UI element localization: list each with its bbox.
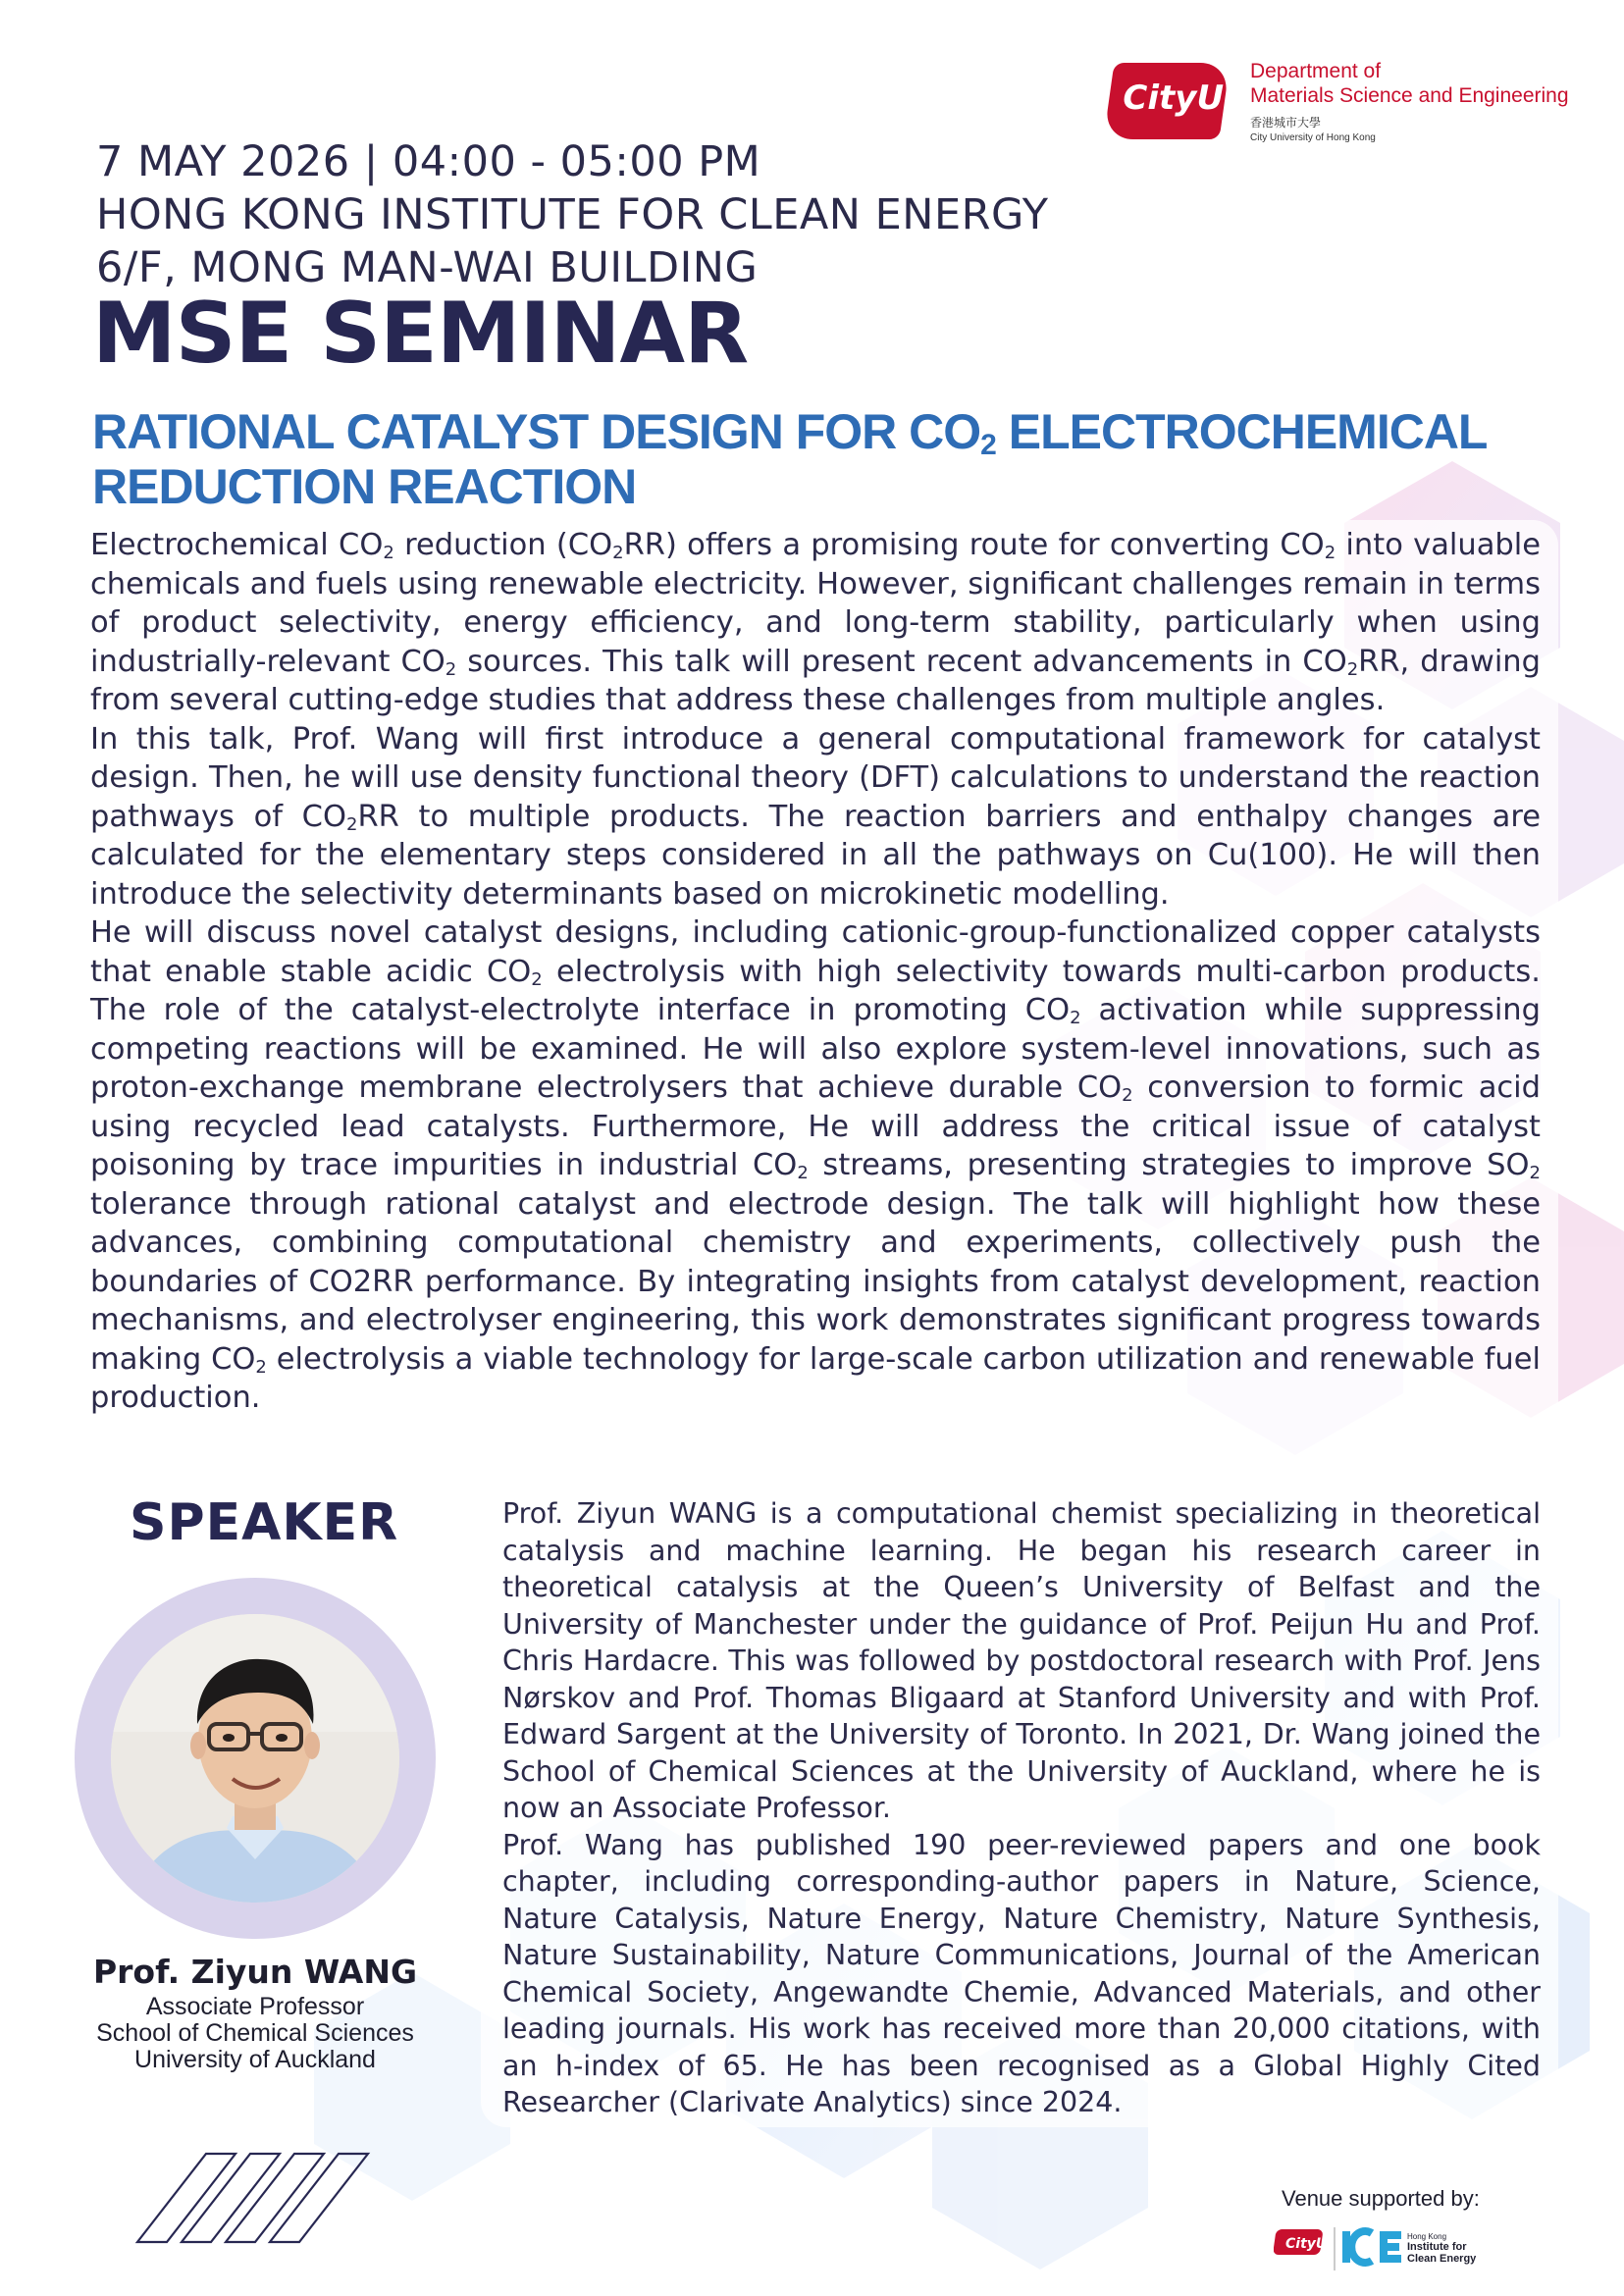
hkice-line-2: Institute for (1407, 2241, 1467, 2253)
abstract-paragraph-1: Electrochemical $CO_2$ reduction $(CO_2RR)$ offers a promising route for converting $CO_2$ into valuable chemicals and fuels using renewable electricity. However, significant challenges remain in terms of product selectivity, energy efficiency, and long-term stability, particularly when using industrially-relevant $CO_2$ sources. This talk will present recent advancements in $CO_2RR$, drawing from several cutting-edge studies that address these challenges from multiple angles. (90, 528, 1541, 717)
abstract-paragraph-3: He will discuss novel catalyst designs, including cationic-group-functionalized copper catalysts that enable stable acidic $CO_2$ electrolysis with high selectivity towards multi-carbon products. The role of the catalyst-electrolyte interface in promoting $CO_2$ activation while suppressing competing reactions will be examined. He will also explore system-level innovations, such as proton-exchange membrane electrolysers that achieve durable $CO_2$ conversion to formic acid using recycled lead catalysts. Furthermore, He will address the critical issue of catalyst poisoning by trace impurities in industrial $CO_2$ streams, presenting strategies to improve $SO_2$ tolerance through rational catalyst and electrode design. The talk will highlight how these advances, combining computational chemistry and experiments, collectively push the boundaries of CO2RR performance. By integrating insights from catalyst development, reaction mechanisms, and electrolyser engineering, this work demonstrates significant progress towards making $CO_2$ electrolysis a viable technology for large-scale carbon utilization and renewable fuel production. (90, 915, 1541, 1415)
hkice-logo-mark (1342, 2231, 1401, 2263)
venue-supported-by: Venue supported by: (1282, 2186, 1480, 2211)
speaker-portrait-illustration (111, 1614, 399, 1903)
speaker-photo (111, 1614, 399, 1903)
university-name-chinese: 香港城市大學 (1250, 116, 1322, 130)
event-venue-line-1: HONG KONG INSTITUTE FOR CLEAN ENERGY (96, 190, 1049, 239)
speaker-university: University of Auckland (134, 2046, 376, 2073)
hkice-line-1: Hong Kong (1407, 2232, 1447, 2241)
bio-paragraph-2: Prof. Wang has published 190 peer-reviewed papers and one book chapter, including corresponding-author papers in Nature, Science, Nature Catalysis, Nature Energy, Nature Chemistry, Nature Synthesis, Nature Sustainability, Nature Communications, Journal of the American Chemical Society, Angewandte Chemie, Advanced Materials, and other leading journals. His work has received more than 20,000 citations, with an h-index of 65. He has been recognised as a Global Highly Cited Researcher (Clarivate Analytics) since 2024. (502, 1828, 1541, 2118)
department-line-1: Department of (1250, 60, 1382, 82)
event-info (96, 135, 1048, 294)
cityu-small-wordmark: CityU (1285, 2236, 1328, 2252)
event-venue-line-2: 6/F, MONG MAN-WAI BUILDING (96, 243, 759, 292)
venue-sponsor-logos (1274, 2219, 1509, 2278)
cityu-logo-mark (1104, 63, 1231, 139)
cityu-department-logo (1109, 55, 1580, 153)
speaker-school: School of Chemical Sciences (96, 2019, 414, 2047)
bio-paragraph-1: Prof. Ziyun WANG is a computational chemist specializing in theoretical catalysis and machine learning. He began his research career in theoretical catalysis at the Queen’s University of Belfast and the University of Manchester under the guidance of Prof. Peijun Hu and Prof. Chris Hardacre. This was followed by postdoctoral research with Prof. Jens Nørskov and Prof. Thomas Bligaard at Stanford University and with Prof. Edward Sargent at the University of Toronto. In 2021, Dr. Wang joined the School of Chemical Sciences at the University of Auckland, where he is now an Associate Professor. (502, 1497, 1541, 1824)
speaker-name: Prof. Ziyun WANG (92, 1953, 418, 1991)
speaker-bio (502, 1495, 1541, 2121)
department-name (1250, 59, 1569, 108)
department-line-2: Materials Science and Engineering (1250, 84, 1569, 107)
hkice-line-3: Clean Energy (1407, 2253, 1477, 2265)
cityu-small-logo (1274, 2229, 1328, 2255)
decorative-slash-lines (98, 2149, 393, 2247)
cityu-wordmark: CityU (1123, 78, 1225, 118)
talk-title: RATIONAL CATALYST DESIGN FOR $CO_2$ ELECTROCHEMICAL REDUCTION REACTION (92, 404, 1487, 514)
abstract (90, 526, 1541, 1418)
university-name-english: City University of Hong Kong (1250, 132, 1376, 143)
event-title: MSE SEMINAR (92, 285, 749, 383)
abstract-paragraph-2: In this talk, Prof. Wang will first introduce a general computational framework for catalyst design. Then, he will use density functional theory (DFT) calculations to understand the reaction pathways of $CO_2RR$ to multiple products. The reaction barriers and enthalpy changes are calculated for the elementary steps considered in all the pathways on Cu(100). He will then introduce the selectivity determinants based on microkinetic modelling. (90, 721, 1541, 912)
speaker-position: Associate Professor (145, 1993, 365, 2020)
speaker-heading: SPEAKER (130, 1493, 399, 1552)
event-date-time: 7 MAY 2026 | 04:00 - 05:00 PM (96, 137, 761, 186)
